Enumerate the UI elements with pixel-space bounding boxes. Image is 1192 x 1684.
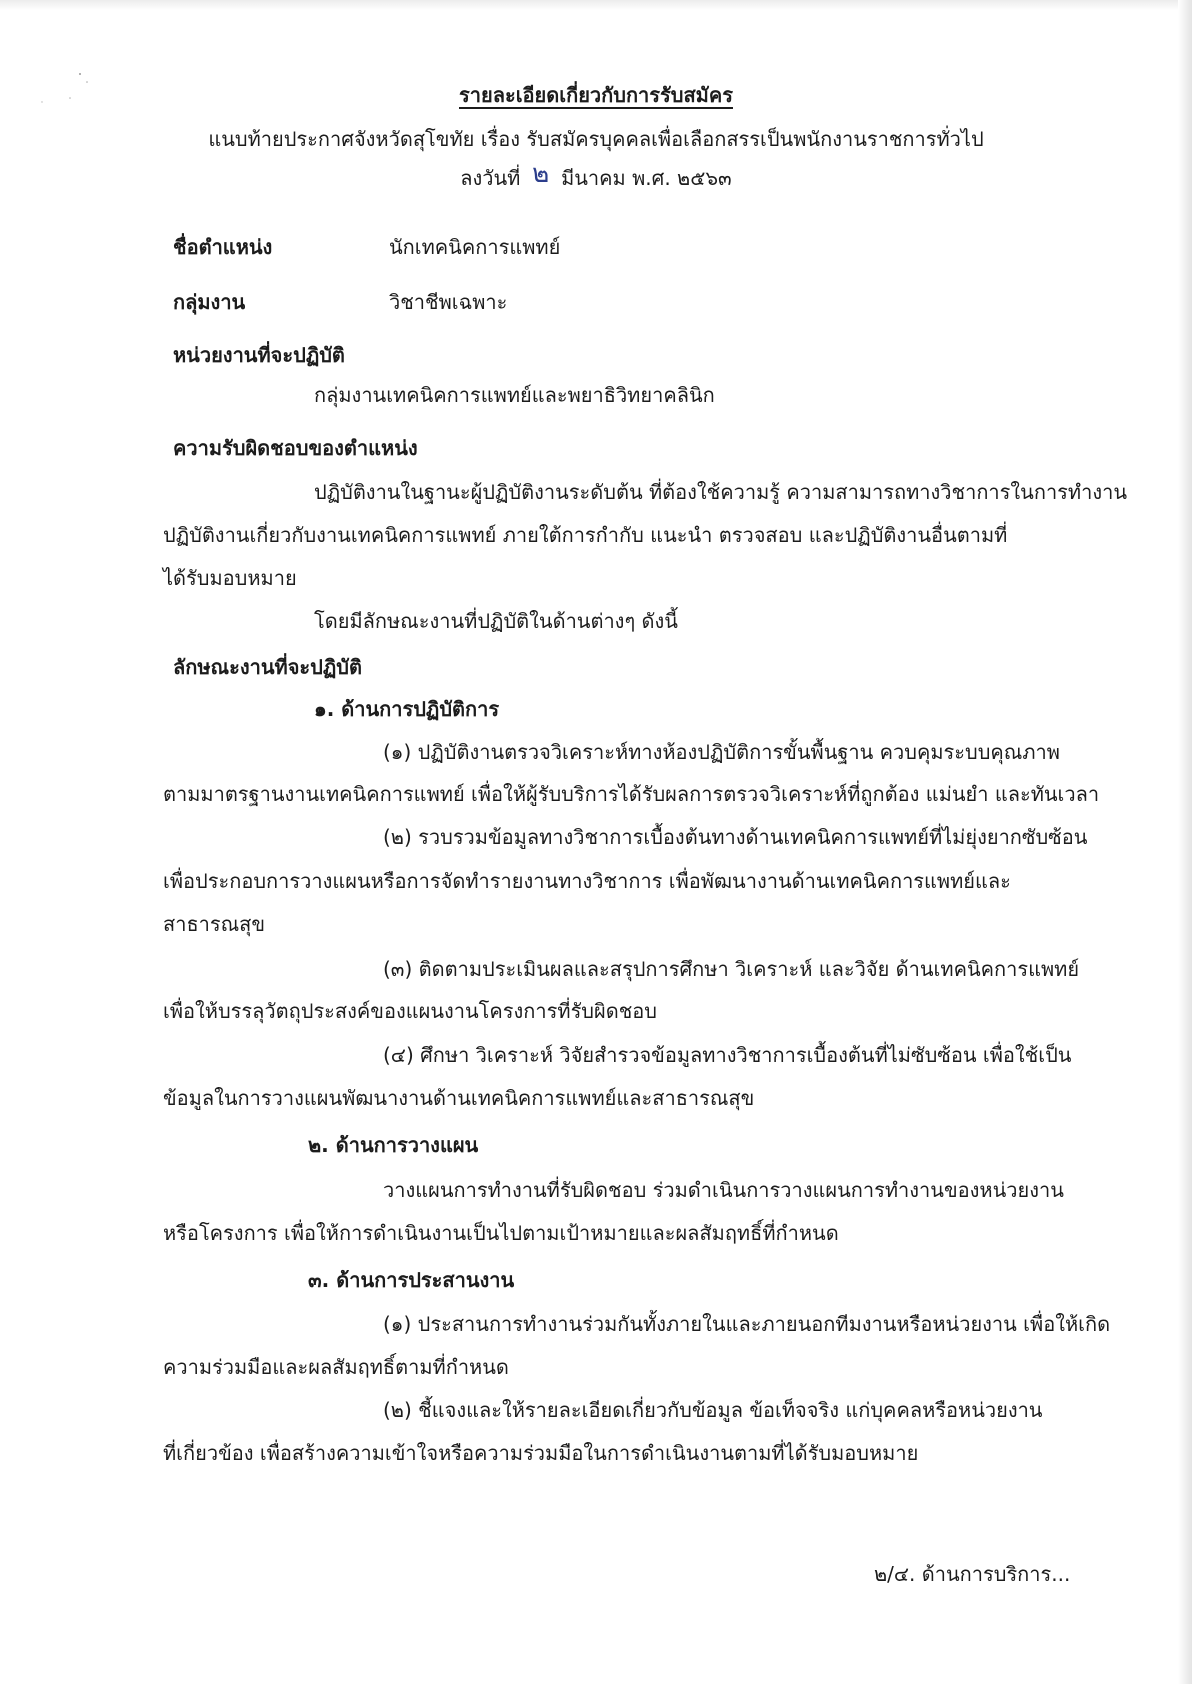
date-rest: มีนาคม พ.ศ. ๒๕๖๓ xyxy=(561,166,732,190)
group-label: กลุ่มงาน xyxy=(173,290,246,314)
document-title-text: รายละเอียดเกี่ยวกับการรับสมัคร xyxy=(459,83,733,107)
scan-edge-right xyxy=(1178,0,1192,1684)
responsibility-line: ได้รับมอบหมาย xyxy=(163,566,297,590)
duty-line: ที่เกี่ยวข้อง เพื่อสร้างความเข้าใจหรือความร่วมมือในการดำเนินงานตามที่ได้รับมอบหมาย xyxy=(163,1441,919,1465)
duty-line: หรือโครงการ เพื่อให้การดำเนินงานเป็นไปตามเป้าหมายและผลสัมฤทธิ์ที่กำหนด xyxy=(163,1221,839,1245)
section-title: ๓. ด้านการประสานงาน xyxy=(308,1268,515,1292)
document-subtitle: แนบท้ายประกาศจังหวัดสุโขทัย เรื่อง รับสมัครบุคคลเพื่อเลือกสรรเป็นพนักงานราชการทั่วไป xyxy=(208,127,984,151)
responsibility-heading: ความรับผิดชอบของตำแหน่ง xyxy=(173,436,418,460)
duty-line: (๒) รวบรวมข้อมูลทางวิชาการเบื้องต้นทางด้านเทคนิคการแพทย์ที่ไม่ยุ่งยากซับซ้อน xyxy=(383,825,1088,849)
unit-value: กลุ่มงานเทคนิคการแพทย์และพยาธิวิทยาคลินิก xyxy=(314,383,715,407)
duty-line: (๑) ปฏิบัติงานตรวจวิเคราะห์ทางห้องปฏิบัติการขั้นพื้นฐาน ควบคุมระบบคุณภาพ xyxy=(383,740,1060,764)
position-value: นักเทคนิคการแพทย์ xyxy=(389,235,561,259)
responsibility-intro: โดยมีลักษณะงานที่ปฏิบัติในด้านต่างๆ ดังนี้ xyxy=(314,609,678,633)
date-day: ๒ xyxy=(532,159,550,189)
duty-line: ความร่วมมือและผลสัมฤทธิ์ตามที่กำหนด xyxy=(163,1355,509,1379)
position-label: ชื่อตำแหน่ง xyxy=(173,235,273,259)
continuation-note: ๒/๔. ด้านการบริการ... xyxy=(874,1562,1071,1586)
date-prefix: ลงวันที่ xyxy=(460,166,521,190)
group-value: วิชาชีพเฉพาะ xyxy=(389,290,508,314)
duty-line: วางแผนการทำงานที่รับผิดชอบ ร่วมดำเนินการวางแผนการทำงานของหน่วยงาน xyxy=(383,1178,1064,1202)
duty-line: (๓) ติดตามประเมินผลและสรุปการศึกษา วิเคราะห์ และวิจัย ด้านเทคนิคการแพทย์ xyxy=(383,957,1080,981)
duty-line: (๔) ศึกษา วิเคราะห์ วิจัยสำรวจข้อมูลทางวิชาการเบื้องต้นที่ไม่ซับซ้อน เพื่อใช้เป็น xyxy=(383,1043,1072,1067)
duty-line: (๒) ชี้แจงและให้รายละเอียดเกี่ยวกับข้อมูล ข้อเท็จจริง แก่บุคคลหรือหน่วยงาน xyxy=(383,1398,1043,1422)
responsibility-line: ปฏิบัติงานเกี่ยวกับงานเทคนิคการแพทย์ ภายใต้การกำกับ แนะนำ ตรวจสอบ และปฏิบัติงานอื่นตามที่ xyxy=(163,523,1008,547)
duty-line: ตามมาตรฐานงานเทคนิคการแพทย์ เพื่อให้ผู้รับบริการได้รับผลการตรวจวิเคราะห์ที่ถูกต้อง แม่นยำ และทันเวลา xyxy=(163,782,1100,806)
duties-heading: ลักษณะงานที่จะปฏิบัติ xyxy=(173,655,362,679)
document-title xyxy=(0,80,1192,110)
duty-line: (๑) ประสานการทำงานร่วมกันทั้งภายในและภายนอกทีมงานหรือหน่วยงาน เพื่อให้เกิด xyxy=(383,1312,1111,1336)
unit-label: หน่วยงานที่จะปฏิบัติ xyxy=(173,343,345,367)
section-title: ๑. ด้านการปฏิบัติการ xyxy=(314,697,500,721)
scan-edge-top xyxy=(0,0,1192,10)
responsibility-line: ปฏิบัติงานในฐานะผู้ปฏิบัติงานระดับต้น ที่ต้องใช้ความรู้ ความสามารถทางวิชาการในการทำงาน xyxy=(314,480,1128,504)
section-title: ๒. ด้านการวางแผน xyxy=(308,1133,479,1157)
duty-line: เพื่อให้บรรลุวัตถุประสงค์ของแผนงานโครงการที่รับผิดชอบ xyxy=(163,999,657,1023)
document-date xyxy=(0,159,1192,193)
duty-line: เพื่อประกอบการวางแผนหรือการจัดทำรายงานทางวิชาการ เพื่อพัฒนางานด้านเทคนิคการแพทย์และ xyxy=(163,869,1011,893)
duty-line: สาธารณสุข xyxy=(163,912,266,936)
duty-line: ข้อมูลในการวางแผนพัฒนางานด้านเทคนิคการแพทย์และสาธารณสุข xyxy=(163,1086,755,1110)
